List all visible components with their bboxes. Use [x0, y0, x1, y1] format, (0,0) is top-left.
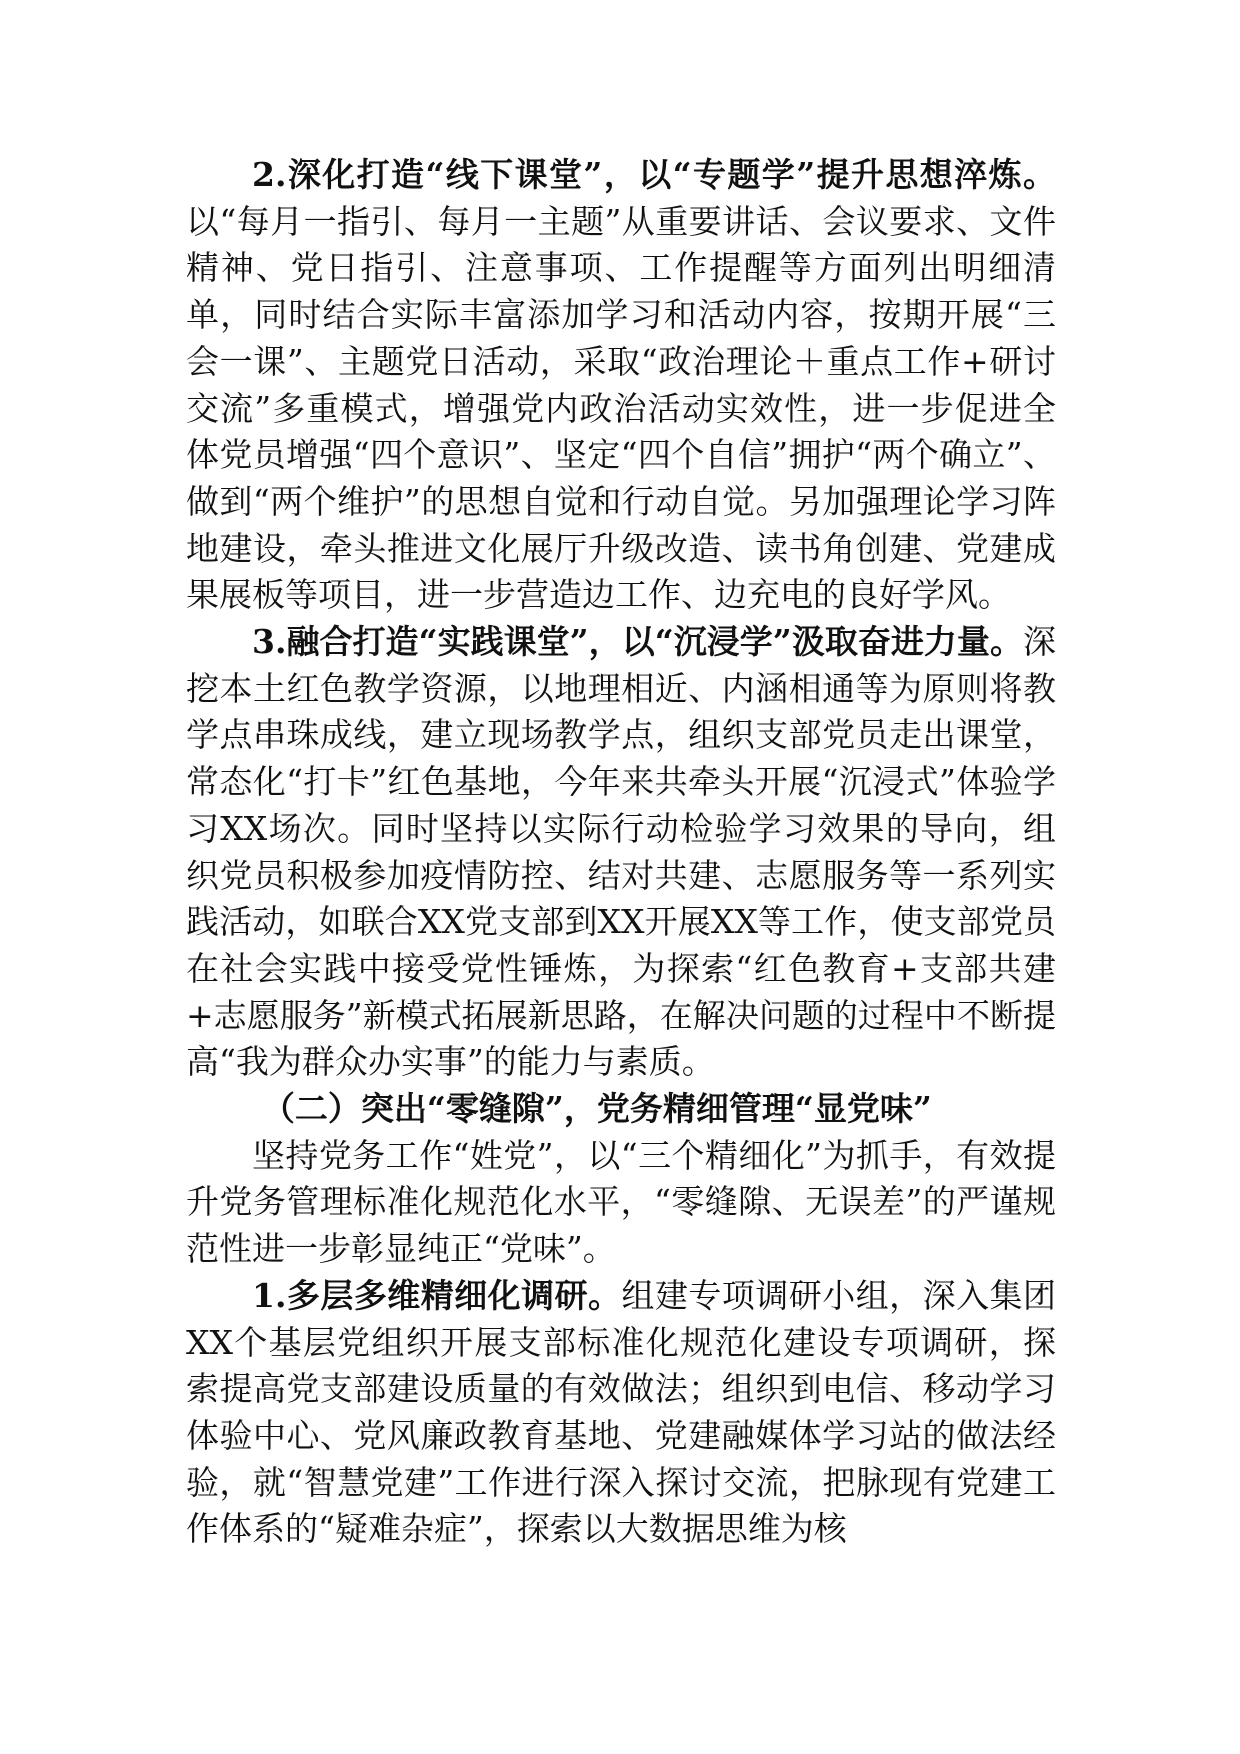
- paragraph-text: 组建专项调研小组，深入集团XX个基层党组织开展支部标准化规范化建设专项调研，探索提高党支部建设质量的有效做法；组织到电信、移动学习体验中心、党风廉政教育基地、党建融媒体学习站的做法经验，就“智慧党建”工作进行深入探讨交流，把脉现有党建工作体系的“疑难杂症”，探索以大数据思维为核: [186, 1275, 1057, 1549]
- section-intro: 坚持党务工作“姓党”，以“三个精细化”为抓手，有效提升党务管理标准化规范化水平，“零缝隙、无误差”的严谨规范性进一步彰显纯正“党味”。: [186, 1135, 1056, 1269]
- paragraph-online-classroom: [186, 152, 1056, 619]
- paragraph-practice-classroom: [186, 619, 1056, 1086]
- paragraph-lead: 3.融合打造“实践课堂”，以“沉浸学”汲取奋进力量。: [252, 622, 1023, 662]
- paragraph-text: 以“每月一指引、每月一主题”从重要讲话、会议要求、文件精神、党日指引、注意事项、工作提醒等方面列出明细清单，同时结合实际丰富添加学习和活动内容，按期开展“三会一课”、主题党日活动，采取“政治理论＋重点工作+研讨交流”多重模式，增强党内政治活动实效性，进一步促进全体党员增强“四个意识”、坚定“四个自信”拥护“两个确立”、做到“两个维护”的思想自觉和行动自觉。另加强理论学习阵地建设，牵头推进文化展厅升级改造、读书角创建、党建成果展板等项目，进一步营造边工作、边充电的良好学风。: [186, 201, 1056, 615]
- document-body: [186, 152, 1056, 1553]
- paragraph-lead: 2.深化打造“线下课堂”，以“专题学”提升思想淬炼。: [252, 155, 1056, 194]
- paragraph-text: 深挖本土红色教学资源，以地理相近、内涵相通等为原则将教学点串珠成线，建立现场教学点，组织支部党员走出课堂，常态化“打卡”红色基地，今年来共牵头开展“沉浸式”体验学习XX场次。同时坚持以实际行动检验学习效果的导向，组织党员积极参加疫情防控、结对共建、志愿服务等一系列实践活动，如联合XX党支部到XX开展XX等工作，使支部党员在社会实践中接受党性锤炼，为探索“红色教育+支部共建+志愿服务”新模式拓展新思路，在解决问题的过程中不断提高“我为群众办实事”的能力与素质。: [186, 622, 1056, 1082]
- paragraph-lead: 1.多层多维精细化调研。: [252, 1275, 622, 1315]
- paragraph-research: [186, 1273, 1056, 1553]
- section-heading: （二）突出“零缝隙”，党务精细管理“显党味”: [261, 1089, 932, 1129]
